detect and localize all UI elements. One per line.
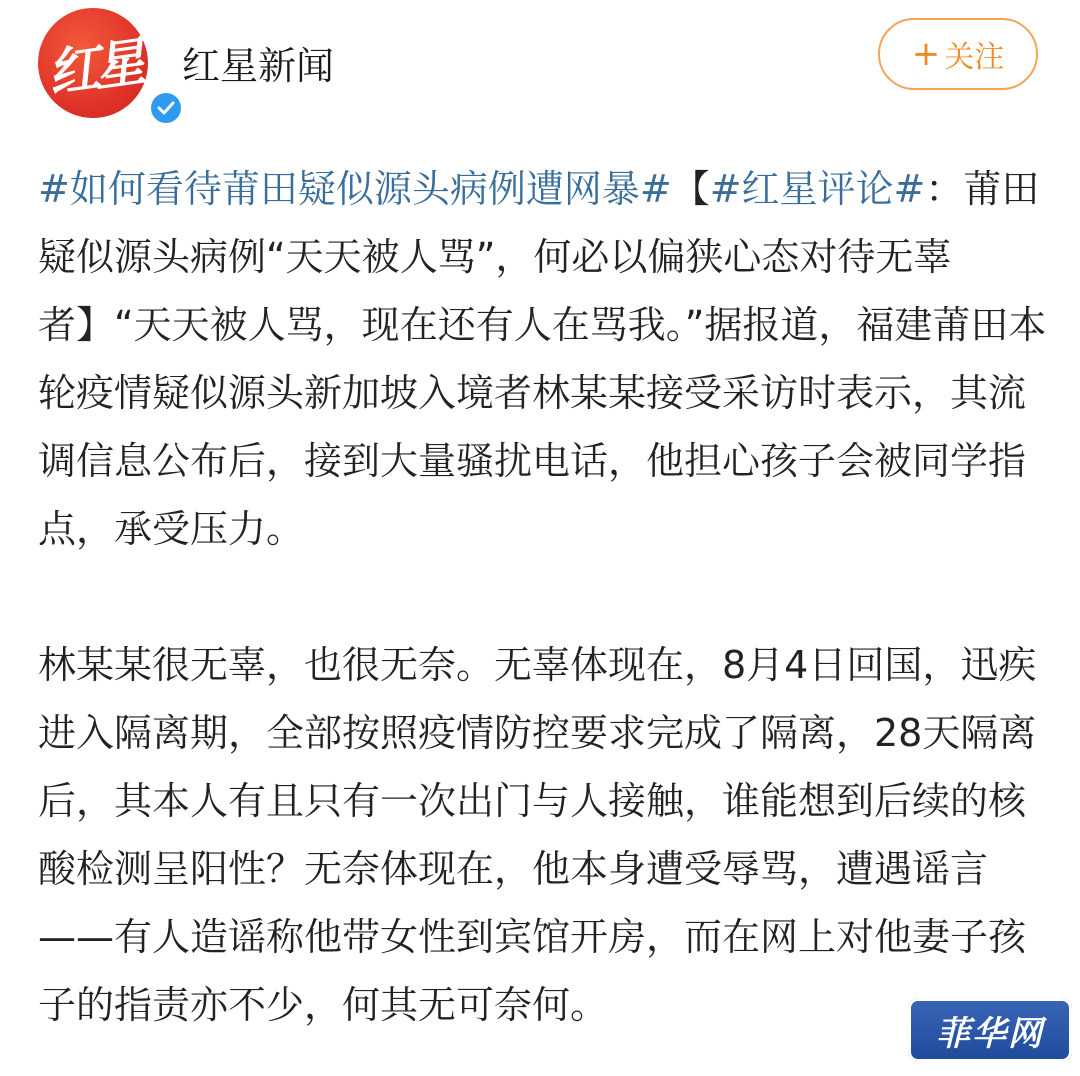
hashtag-topic[interactable]: #如何看待莆田疑似源头病例遭网暴#: [38, 167, 672, 211]
hashtag-comment[interactable]: #红星评论#: [709, 167, 926, 211]
post-body: [38, 155, 1048, 1039]
avatar-logo-text: 红星: [43, 31, 144, 105]
check-icon: [156, 98, 176, 118]
paragraph-1: [38, 155, 1048, 563]
watermark-logo: 菲华网: [908, 998, 1072, 1062]
avatar[interactable]: [38, 8, 148, 118]
paragraph-1-text: ：莆田疑似源头病例“天天被人骂”，何必以偏狭心态对待无辜者】“天天被人骂，现在还有人在骂我。”据报道，福建莆田本轮疫情疑似源头新加坡入境者林某某接受采访时表示，其流调信息公布后，接到大量骚扰电话，他担心孩子会被同学指点，承受压力。: [38, 167, 1047, 551]
verified-badge: [148, 90, 184, 126]
follow-label: 关注: [944, 40, 1005, 75]
paragraph-2: 林某某很无辜，也很无奈。无辜体现在，8月4日回国，迅疾进入隔离期，全部按照疫情防控要求完成了隔离，28天隔离后，其本人有且只有一次出门与人接触，谁能想到后续的核酸检测呈阳性？无奈体现在，他本身遭受辱骂，遭遇谣言——有人造谣称他带女性到宾馆开房，而在网上对他妻子孩子的指责亦不少，何其无可奈何。: [38, 643, 1037, 1027]
follow-button[interactable]: [878, 18, 1038, 90]
plus-icon: +: [911, 34, 941, 74]
account-name[interactable]: 红星新闻: [182, 44, 335, 88]
post-header: [0, 0, 1080, 130]
bracket-open: 【: [671, 167, 710, 211]
